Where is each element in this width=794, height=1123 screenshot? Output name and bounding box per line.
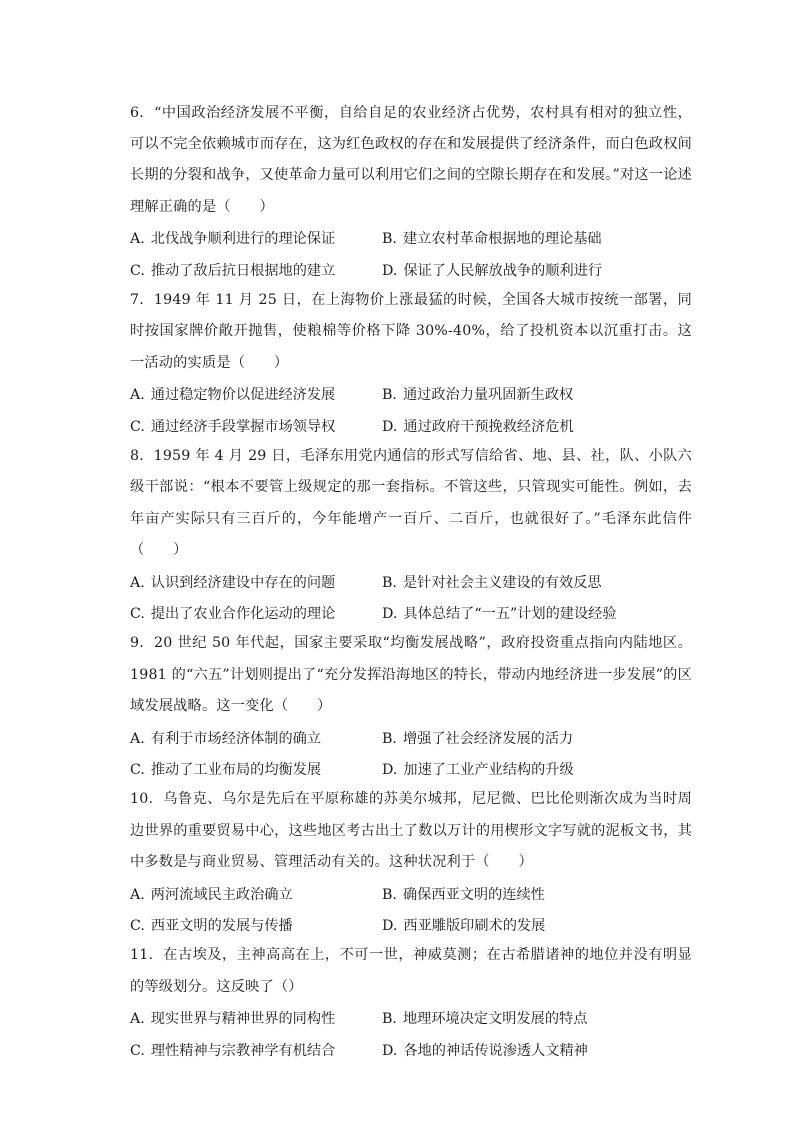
option-text: 北伐战争顺利进行的理论保证: [150, 231, 336, 248]
option-text: 推动了工业布局的均衡发展: [150, 761, 322, 778]
question: [130, 940, 692, 1065]
option-text: 通过政府干预挽救经济危机: [403, 418, 574, 435]
question-text: 乌鲁克、乌尔是先后在平原称雄的苏美尔城邦，尼尼微、巴比伦则渐次成为当时周边世界的重要贸易中心，这些地区考古出土了数以万计的用楔形文字写就的泥板文书，其中多数是与商业贸易、管理活动有关的。这种状况利于（ ）: [130, 791, 693, 870]
question-text: 20 世纪 50 年代起，国家主要采取“均衡发展战略”，政府投资重点指向内陆地区。1981 的“六五”计划则提出了“充分发挥沿海地区的特长，带动内地经济进一步发展”的区域发展战略。这一变化（ ）: [130, 635, 692, 714]
option-a: [130, 572, 382, 592]
option-letter: D.: [382, 262, 398, 279]
option-d: [382, 416, 574, 436]
option-row: [130, 379, 692, 410]
option-b: [382, 572, 602, 592]
option-a: [130, 228, 382, 248]
option-text: 通过政治力量巩固新生政权: [402, 387, 574, 404]
option-letter: C.: [130, 605, 145, 622]
option-d: [382, 1040, 588, 1060]
option-text: 推动了敌后抗日根据地的建立: [150, 262, 336, 279]
question-number: 10.: [130, 791, 154, 808]
option-row: [130, 566, 692, 597]
option-text: 理性精神与宗教神学有机结合: [150, 1042, 336, 1059]
option-row: [130, 878, 692, 909]
question-stem: [130, 628, 692, 722]
option-text: 通过稳定物价以促进经济发展: [150, 387, 336, 404]
question-number: 9.: [130, 635, 144, 652]
option-b: [382, 884, 545, 904]
option-letter: D.: [382, 917, 398, 934]
question-text: 1959 年 4 月 29 日，毛泽东用党内通信的形式写信给省、地、县、社，队、小队六级干部说：“根本不要管上级规定的那一套指标。不管这些，只管现实可能性。例如，去年亩产实际只有三百斤的，今年能增产一百斤、二百斤，也就很好了。”毛泽东此信件（ ）: [130, 448, 693, 558]
option-c: [130, 416, 382, 436]
option-row: [130, 1003, 692, 1034]
question-number: 7.: [130, 292, 144, 309]
option-b: [382, 228, 602, 248]
option-row: [130, 410, 692, 441]
question: [130, 98, 692, 285]
option-text: 西亚雕版印刷术的发展: [403, 917, 546, 934]
option-letter: B.: [382, 387, 397, 404]
option-letter: A.: [130, 1011, 145, 1028]
option-b: [382, 728, 573, 748]
option-c: [130, 759, 382, 779]
option-letter: B.: [382, 886, 397, 903]
option-b: [382, 384, 573, 404]
option-text: 西亚文明的发展与传播: [150, 917, 293, 934]
option-text: 是针对社会主义建设的有效反思: [402, 574, 602, 591]
option-letter: B.: [382, 574, 397, 591]
option-letter: C.: [130, 418, 145, 435]
option-letter: C.: [130, 262, 145, 279]
option-letter: C.: [130, 761, 145, 778]
option-text: 具体总结了“一五”计划的建设经验: [403, 605, 617, 622]
option-letter: A.: [130, 886, 145, 903]
option-text: 认识到经济建设中存在的问题: [150, 574, 336, 591]
option-row: [130, 254, 692, 285]
question-stem: [130, 784, 692, 878]
option-a: [130, 728, 382, 748]
option-letter: D.: [382, 605, 398, 622]
option-c: [130, 260, 382, 280]
question-list: [130, 98, 692, 1065]
question: [130, 784, 692, 940]
option-letter: B.: [382, 1011, 397, 1028]
question-stem: [130, 940, 692, 1002]
option-text: 提出了农业合作化运动的理论: [150, 605, 336, 622]
question: [130, 285, 692, 441]
question: [130, 628, 692, 784]
option-row: [130, 597, 692, 628]
question-stem: [130, 285, 692, 379]
question-text: “中国政治经济发展不平衡，自给自足的农业经济占优势，农村具有相对的独立性，可以不完全依赖城市而存在，这为红色政权的存在和发展提供了经济条件，而白色政权间长期的分裂和战争，又使革命力量可以利用它们之间的空隙长期存在和发展。”对这一论述理解正确的是（ ）: [130, 105, 693, 215]
option-letter: A.: [130, 730, 145, 747]
question-stem: [130, 98, 692, 223]
option-letter: A.: [130, 387, 145, 404]
option-row: [130, 223, 692, 254]
option-letter: B.: [382, 231, 397, 248]
question-number: 11.: [130, 947, 154, 964]
option-text: 现实世界与精神世界的同构性: [150, 1011, 336, 1028]
question: [130, 441, 692, 628]
option-d: [382, 915, 545, 935]
option-b: [382, 1008, 587, 1028]
option-d: [382, 759, 574, 779]
question-stem: [130, 441, 692, 566]
option-text: 增强了社会经济发展的活力: [402, 730, 574, 747]
question-text: 在古埃及，主神高高在上，不可一世，神威莫测；在古希腊诸神的地位并没有明显的等级划分。这反映了（）: [130, 947, 693, 995]
option-text: 各地的神话传说渗透人文精神: [403, 1042, 588, 1059]
option-text: 通过经济手段掌握市场领导权: [150, 418, 336, 435]
option-row: [130, 722, 692, 753]
option-c: [130, 603, 382, 623]
option-row: [130, 909, 692, 940]
option-letter: D.: [382, 1042, 398, 1059]
option-text: 保证了人民解放战争的顺利进行: [403, 262, 603, 279]
option-c: [130, 915, 382, 935]
option-letter: D.: [382, 761, 398, 778]
question-number: 8.: [130, 448, 144, 465]
option-a: [130, 1008, 382, 1028]
option-text: 建立农村革命根据地的理论基础: [402, 231, 602, 248]
option-letter: A.: [130, 574, 145, 591]
question-number: 6.: [130, 105, 144, 121]
option-row: [130, 753, 692, 784]
option-letter: C.: [130, 1042, 145, 1059]
option-d: [382, 260, 602, 280]
option-text: 地理环境决定文明发展的特点: [402, 1011, 588, 1028]
option-a: [130, 384, 382, 404]
option-text: 加速了工业产业结构的升级: [403, 761, 574, 778]
option-d: [382, 603, 617, 623]
question-text: 1949 年 11 月 25 日，在上海物价上涨最猛的时候，全国各大城市按统一部署，同时按国家牌价敞开抛售，使粮棉等价格下降 30%-40%，给了投机资本以沉重打击。这一活动的实质是（ ）: [130, 292, 692, 371]
option-letter: A.: [130, 231, 145, 248]
option-text: 两河流域民主政治确立: [150, 886, 293, 903]
option-letter: D.: [382, 418, 398, 435]
option-c: [130, 1040, 382, 1060]
option-text: 有利于市场经济体制的确立: [150, 730, 322, 747]
option-a: [130, 884, 382, 904]
option-letter: C.: [130, 917, 145, 934]
option-letter: B.: [382, 730, 397, 747]
option-text: 确保西亚文明的连续性: [402, 886, 545, 903]
option-row: [130, 1034, 692, 1065]
